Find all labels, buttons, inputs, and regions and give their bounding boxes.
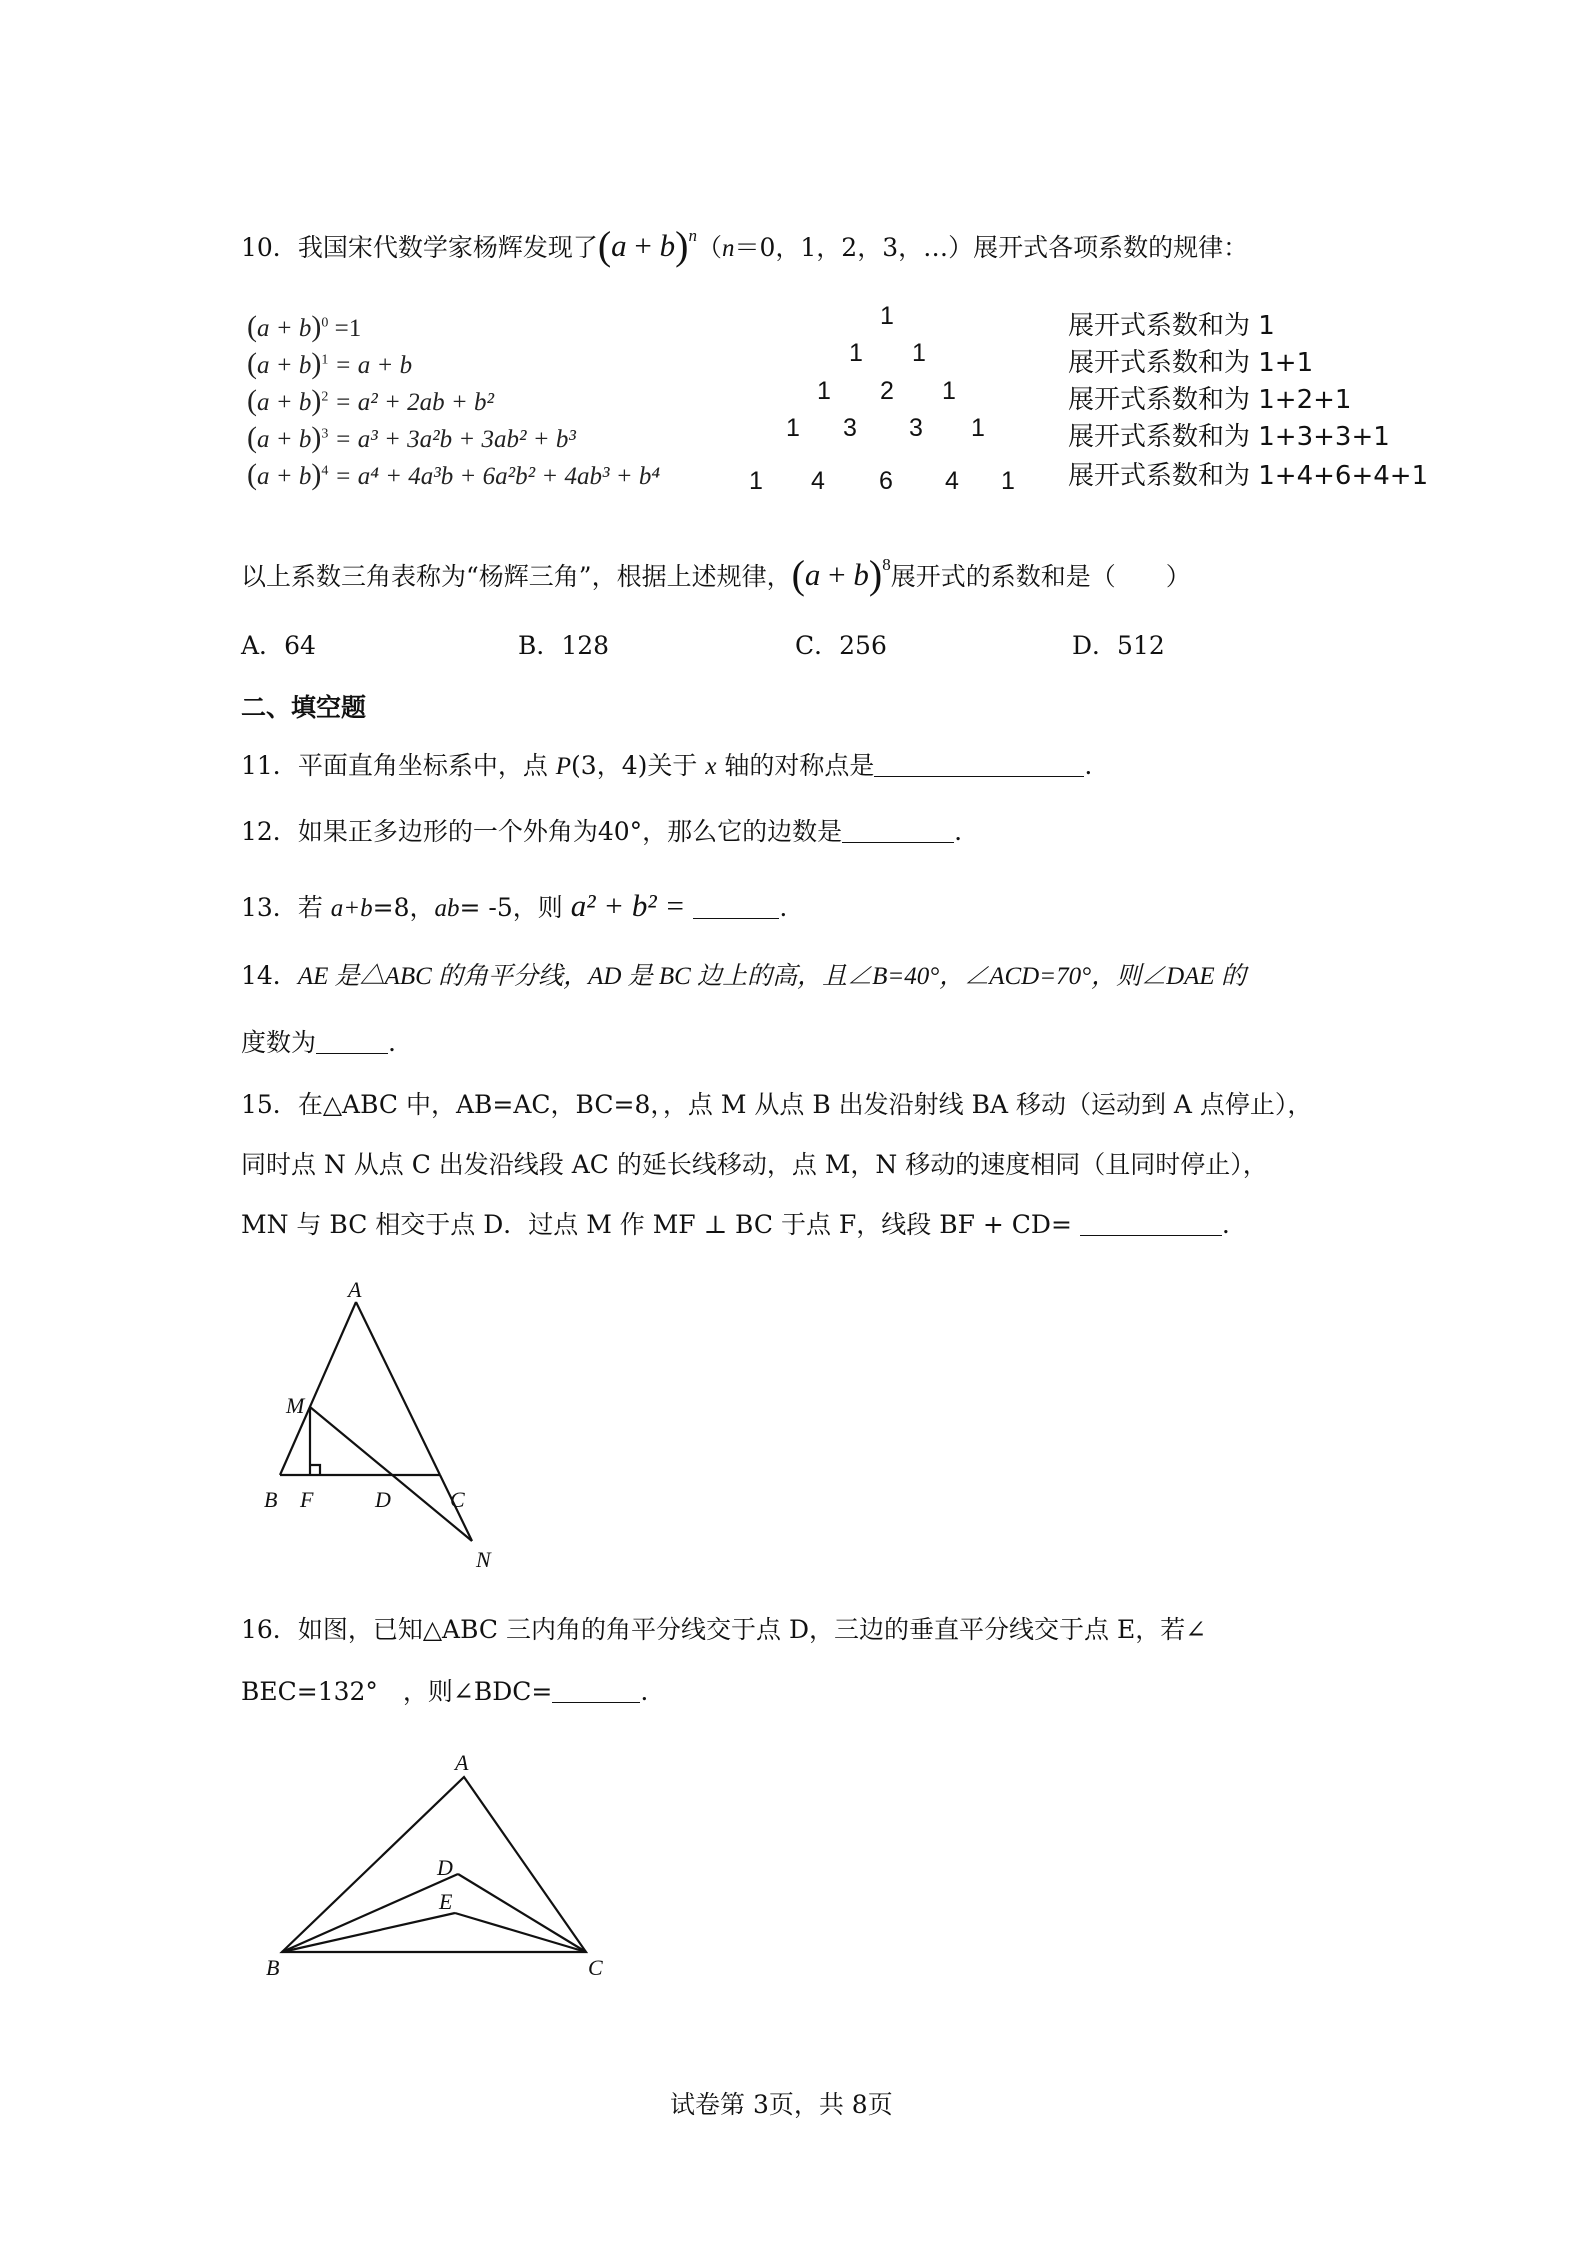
option-d[interactable]: D．512 xyxy=(1072,631,1165,660)
coeff: 1 xyxy=(942,377,956,405)
option-c[interactable]: C．256 xyxy=(795,631,887,660)
label-d: D xyxy=(437,1855,453,1880)
triangle-abc xyxy=(282,1777,586,1952)
segment-ab xyxy=(280,1302,356,1475)
page-footer: 试卷第 3页，共 8页 xyxy=(670,2090,893,2119)
q14-line1: 14．AE 是△ABC 的角平分线，AD 是 BC 边上的高，且∠B=40°，∠ACD=70°，则∠DAE 的 xyxy=(241,961,1246,990)
q10-binomial: $(a + b)^n$ xyxy=(597,223,697,268)
expansion-row: $(a + b)^1 = a + b$ xyxy=(247,347,413,380)
coeff: 1 xyxy=(880,302,894,330)
answer-blank[interactable] xyxy=(874,750,1084,777)
segment-cd xyxy=(458,1874,586,1952)
coeff: 1 xyxy=(1001,467,1015,495)
coeff: 1 xyxy=(971,414,985,442)
label-d: D xyxy=(375,1487,391,1512)
q10-number: 10． xyxy=(241,233,298,262)
segment-bd xyxy=(282,1874,458,1952)
sum-label: 展开式系数和为 1 xyxy=(1068,311,1275,341)
label-n: N xyxy=(476,1547,491,1572)
q10-intro: 10．我国宋代数学家杨辉发现了$(a + b)^n(n=0$，1，2，3，…）展开式各项系数的规律： xyxy=(241,223,1249,268)
coeff: 4 xyxy=(811,467,825,495)
expansion-row: $(a + b)^3 = a^3 + 3a^2b + 3ab^2 + b^3$ xyxy=(247,421,576,454)
coeff: 1 xyxy=(786,414,800,442)
sum-label: 展开式系数和为 1+4+6+4+1 xyxy=(1068,461,1429,491)
q15-line2: 同时点 N 从点 C 出发沿线段 AC 的延长线移动，点 M，N 移动的速度相同（且同时停止）， xyxy=(241,1150,1268,1179)
label-a: A xyxy=(455,1750,469,1775)
answer-blank[interactable] xyxy=(1080,1209,1222,1236)
q10-stem: 以上系数三角表称为“杨辉三角”，根据上述规律，$(a + b)^8$展开式的系数和是（ ） xyxy=(241,552,1191,597)
sum-label: 展开式系数和为 1+2+1 xyxy=(1068,385,1352,415)
coeff: 3 xyxy=(909,414,923,442)
label-c: C xyxy=(588,1955,603,1980)
q15-figure xyxy=(250,1275,530,1585)
answer-blank[interactable] xyxy=(693,892,779,919)
answer-blank[interactable] xyxy=(316,1027,388,1054)
coeff: 1 xyxy=(849,339,863,367)
right-angle-mark xyxy=(310,1465,320,1475)
sum-label: 展开式系数和为 1+1 xyxy=(1068,348,1314,378)
label-b: B xyxy=(264,1487,278,1512)
q16-line1: 16．如图，已知△ABC 三内角的角平分线交于点 D，三边的垂直平分线交于点 E，若∠ xyxy=(241,1615,1207,1644)
expansion-row: $(a + b)^2 = a^2 + 2ab + b^2$ xyxy=(247,384,494,417)
coeff: 1 xyxy=(912,339,926,367)
segment-ce xyxy=(455,1913,586,1952)
q16-figure xyxy=(250,1735,630,1980)
label-b: B xyxy=(266,1955,280,1980)
segment-be xyxy=(282,1913,455,1952)
label-a: A xyxy=(348,1277,362,1302)
expansion-row: $(a + b)^0 =1$ xyxy=(247,310,362,343)
coeff: 1 xyxy=(749,467,763,495)
q11: 11．平面直角坐标系中，点 P(3，4)关于 x 轴的对称点是 . xyxy=(241,751,1093,780)
q15-line1: 15．在△ABC 中，AB=AC，BC=8，，点 M 从点 B 出发沿射线 BA 移动（运动到 A 点停止）， xyxy=(241,1090,1313,1119)
expansion-row: $(a + b)^4 = a^4 + 4a^3b + 6a^2b^2 + 4ab^3 + b^4$ xyxy=(247,458,661,491)
q15-line3: MN 与 BC 相交于点 D．过点 M 作 MF ⊥ BC 于点 F，线段 BF + CD= . xyxy=(241,1210,1230,1239)
label-c: C xyxy=(450,1487,465,1512)
section-heading: 二、填空题 xyxy=(241,693,367,722)
label-m: M xyxy=(286,1393,305,1418)
label-e: E xyxy=(439,1889,453,1914)
answer-blank[interactable] xyxy=(842,816,954,843)
answer-blank[interactable] xyxy=(552,1676,640,1703)
option-a[interactable]: A．64 xyxy=(241,631,316,660)
coeff: 3 xyxy=(843,414,857,442)
q14-line2: 度数为 . xyxy=(241,1028,396,1057)
q10-intro-range: ＝0，1，2，3，…）展开式各项系数的规律： xyxy=(734,233,1249,262)
q12: 12．如果正多边形的一个外角为40°，那么它的边数是 . xyxy=(241,817,963,846)
q10-stem-binomial: $(a + b)^8$ xyxy=(791,552,891,597)
q10-intro-text: 我国宋代数学家杨辉发现了 xyxy=(297,233,598,262)
coeff: 2 xyxy=(880,377,894,405)
coeff: 1 xyxy=(817,377,831,405)
q16-line2: BEC=132° ，则∠BDC= . xyxy=(241,1677,649,1706)
sum-label: 展开式系数和为 1+3+3+1 xyxy=(1068,422,1390,452)
segment-ac xyxy=(356,1302,440,1475)
coeff: 6 xyxy=(879,467,893,495)
option-b[interactable]: B．128 xyxy=(518,631,610,660)
label-f: F xyxy=(300,1487,314,1512)
q13: 13．若 a+b=8，ab= -5，则 a² + b² = . xyxy=(241,888,788,923)
coeff: 4 xyxy=(945,467,959,495)
